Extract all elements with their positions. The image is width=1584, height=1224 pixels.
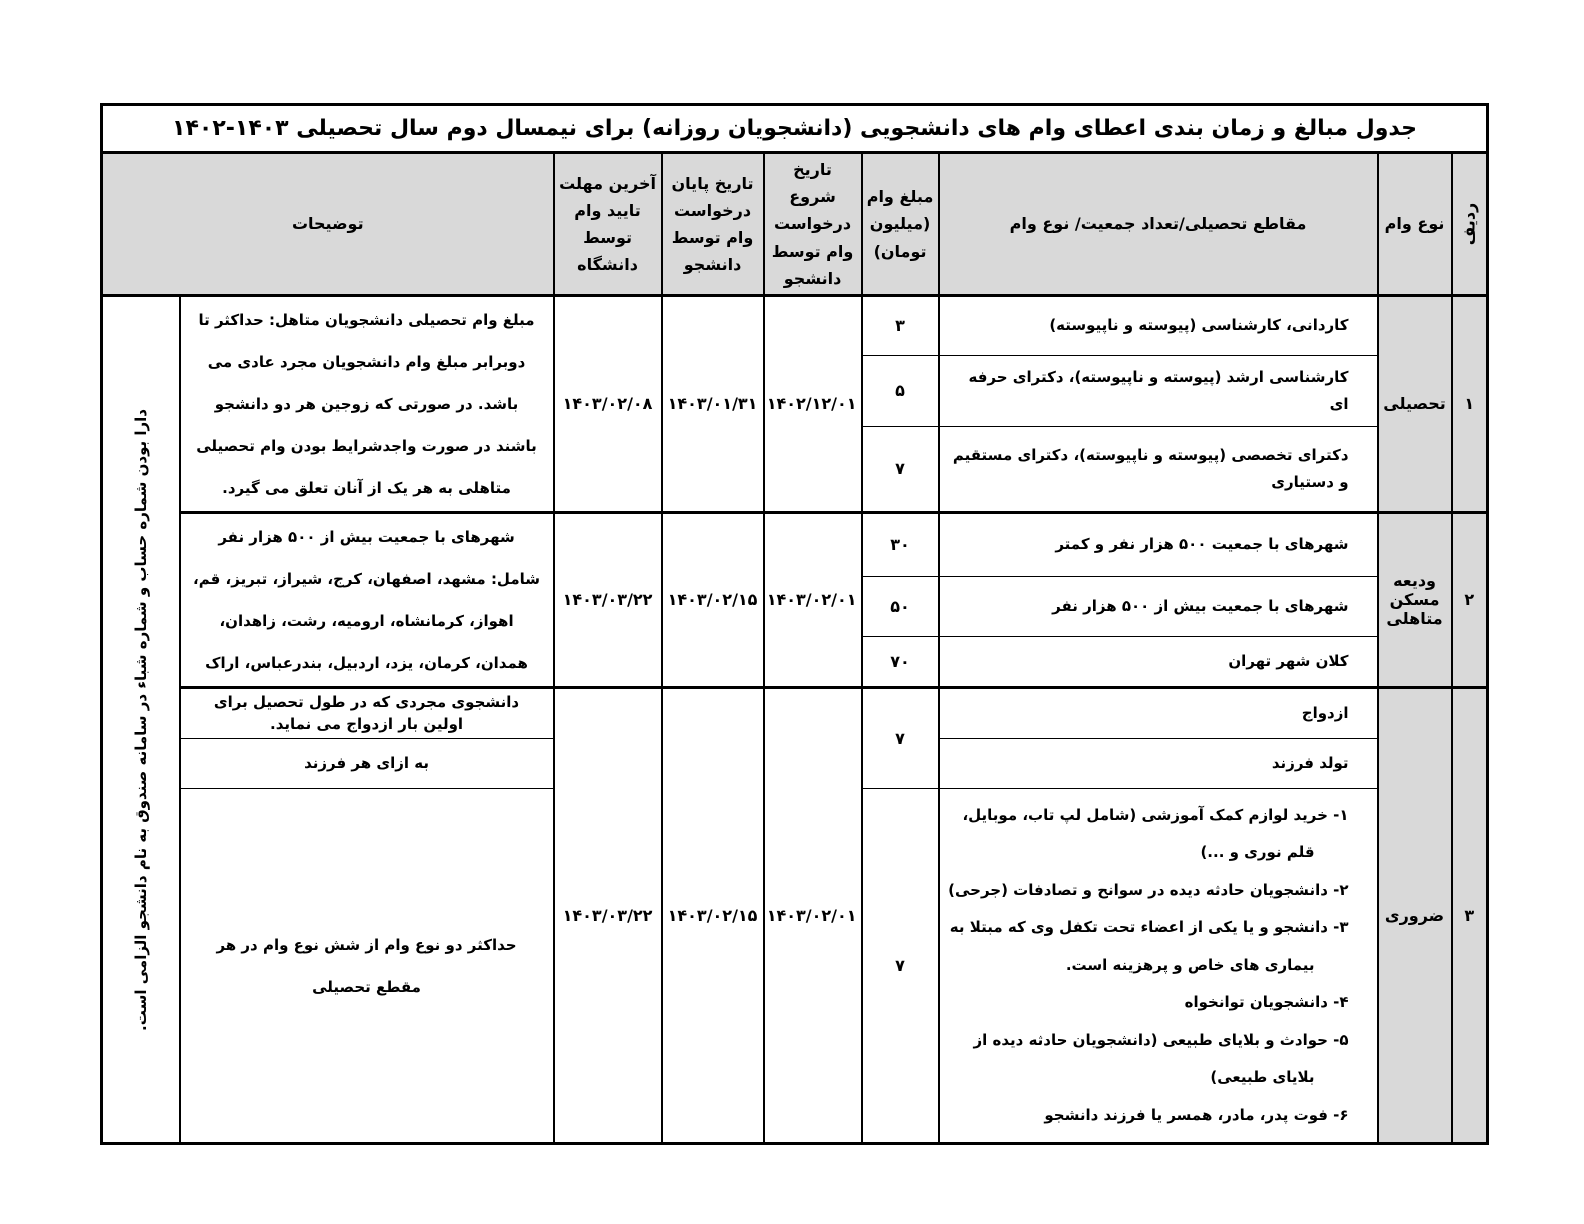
row2-number: ۲ — [1452, 512, 1488, 687]
table-title: جدول مبالغ و زمان بندی اعطای وام های دانشجویی (دانشجویان روزانه) برای نیمسال دوم سال تحصیلی ۱۴۰۳-۱۴۰۲ — [102, 105, 1488, 153]
row2-notes: شهرهای با جمعیت بیش از ۵۰۰ هزار نفر شامل: مشهد، اصفهان، کرج، شیراز، تبریز، قم، اهواز، کرمانشاه، ارومیه، رشت، زاهدان، همدان، کرمان، یزد، اردبیل، بندرعباس، اراک — [180, 512, 554, 687]
list-item: ۴- دانشجویان توانخواه — [1184, 993, 1349, 1012]
list-item: ۳- دانشجو و یا یکی از اعضاء تحت تکفل وی که مبتلا به بیماری های خاص و پرهزینه است. — [949, 918, 1349, 974]
header-end-date: تاریخ پایان درخواست وام توسط دانشجو — [662, 153, 764, 296]
header-amount: مبلغ وام (میلیون تومان) — [862, 153, 939, 296]
row3-level-list — [939, 788, 1378, 1144]
row1-level-item: کاردانی، کارشناسی (پیوسته و ناپیوسته) — [939, 295, 1378, 355]
header-loan-type: نوع وام — [1378, 153, 1452, 296]
list-item: ۶- فوت پدر، مادر، همسر یا فرزند دانشجو — [1044, 1105, 1349, 1124]
row1-notes: مبلغ وام تحصیلی دانشجویان متاهل: حداکثر تا دوبرابر مبلغ وام دانشجویان مجرد عادی می باشد. در صورتی که زوجین هر دو دانشجو باشند در صورت واجدشرایط بودن وام تحصیلی متاهلی به هر یک از آنان تعلق می گیرد. — [180, 295, 554, 512]
header-start-date: تاریخ شروع درخواست وام توسط دانشجو — [764, 153, 862, 296]
row3-end-date: ۱۴۰۳/۰۲/۱۵ — [662, 687, 764, 1144]
row3-loan-type: ضروری — [1378, 687, 1452, 1144]
row2-amount: ۳۰ — [862, 512, 939, 576]
row3-amount: ۷ — [862, 687, 939, 788]
row2-start-date: ۱۴۰۳/۰۲/۰۱ — [764, 512, 862, 687]
row2-end-date: ۱۴۰۳/۰۲/۱۵ — [662, 512, 764, 687]
side-note-cell — [102, 295, 180, 1144]
row1-amount: ۷ — [862, 426, 939, 512]
list-item: ۲- دانشجویان حادثه دیده در سوانح و تصادفات (جرحی) — [948, 880, 1349, 899]
row1-amount: ۵ — [862, 355, 939, 426]
side-note-text: دارا بودن شماره حساب و شماره شباء در سامانه صندوق به نام دانشجو الزامی است. — [131, 408, 150, 1031]
row2-approval-deadline: ۱۴۰۳/۰۳/۲۲ — [554, 512, 662, 687]
row1-level-item: کارشناسی ارشد (پیوسته و ناپیوسته)، دکترای حرفه ای — [939, 355, 1378, 426]
row1-amount: ۳ — [862, 295, 939, 355]
header-levels: مقاطع تحصیلی/تعداد جمعیت/ نوع وام — [939, 153, 1378, 296]
row2-level-item: کلان شهر تهران — [939, 637, 1378, 688]
header-row — [102, 153, 1488, 296]
row3-approval-deadline: ۱۴۰۳/۰۳/۲۲ — [554, 687, 662, 1144]
row3-notes: دانشجوی مجردی که در طول تحصیل برای اولین بار ازدواج می نماید. — [180, 687, 554, 738]
row3-amount: ۷ — [862, 788, 939, 1144]
loan-schedule-table — [100, 103, 1489, 1145]
row3-notes: حداکثر دو نوع وام از شش نوع وام در هر مقطع تحصیلی — [180, 788, 554, 1144]
list-item: ۱- خرید لوازم کمک آموزشی (شامل لپ تاب، موبایل، قلم نوری و ...) — [962, 805, 1349, 862]
row-number-vertical-label: ردیف — [1459, 202, 1479, 246]
row1-end-date: ۱۴۰۳/۰۱/۳۱ — [662, 295, 764, 512]
header-notes: توضیحات — [102, 153, 554, 296]
header-approval-deadline: آخرین مهلت تایید وام توسط دانشگاه — [554, 153, 662, 296]
row2-amount: ۵۰ — [862, 576, 939, 636]
row3-start-date: ۱۴۰۳/۰۲/۰۱ — [764, 687, 862, 1144]
row1-loan-type: تحصیلی — [1378, 295, 1452, 512]
table-row — [102, 512, 1488, 576]
table-row — [102, 295, 1488, 355]
table-row — [102, 687, 1488, 738]
row3-notes: به ازای هر فرزند — [180, 738, 554, 788]
row3-level-item: تولد فرزند — [939, 738, 1378, 788]
row2-amount: ۷۰ — [862, 637, 939, 688]
row2-loan-type: ودیعه مسکن متاهلی — [1378, 512, 1452, 687]
row1-number: ۱ — [1452, 295, 1488, 512]
row3-level-item: ازدواج — [939, 687, 1378, 738]
row3-number: ۳ — [1452, 687, 1488, 1144]
list-item: ۵- حوادث و بلایای طبیعی (دانشجویان حادثه دیده از بلایای طبیعی) — [973, 1030, 1349, 1087]
row1-level-item: دکترای تخصصی (پیوسته و ناپیوسته)، دکترای مستقیم و دستیاری — [939, 426, 1378, 512]
row2-level-item: شهرهای با جمعیت بیش از ۵۰۰ هزار نفر — [939, 576, 1378, 636]
title-row — [102, 105, 1488, 153]
header-row-number — [1452, 153, 1488, 296]
row2-level-item: شهرهای با جمعیت ۵۰۰ هزار نفر و کمتر — [939, 512, 1378, 576]
row1-approval-deadline: ۱۴۰۳/۰۲/۰۸ — [554, 295, 662, 512]
row1-start-date: ۱۴۰۲/۱۲/۰۱ — [764, 295, 862, 512]
